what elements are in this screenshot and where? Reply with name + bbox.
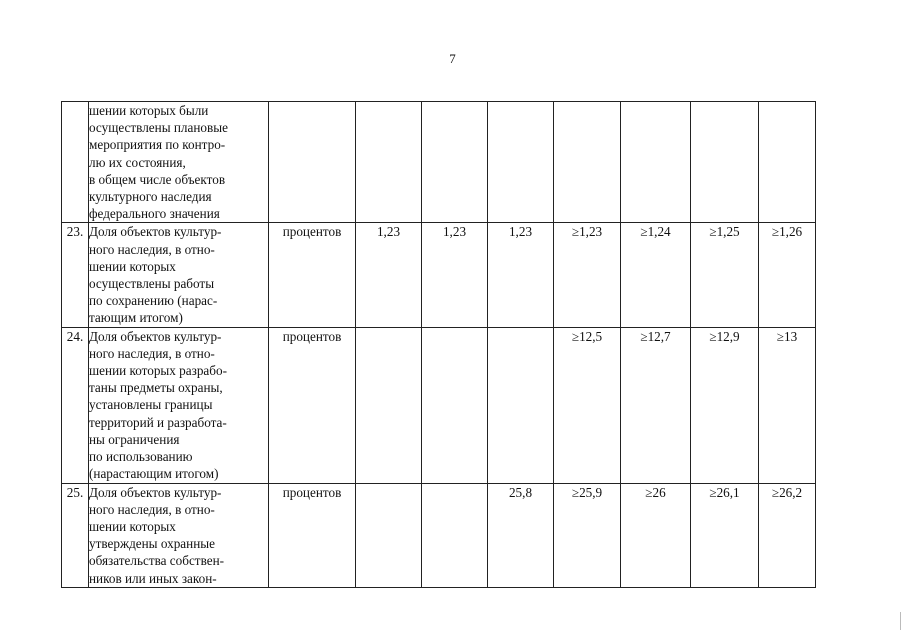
description-line: осуществлены работы [89,276,215,292]
indicator-value: ≥26 [621,483,691,587]
row-number: 23. [62,223,89,327]
row-number [62,102,89,223]
indicator-value [422,102,488,223]
description-line: шении которых [89,519,176,535]
indicator-value [422,327,488,483]
description-line: осуществлены плановые [89,120,228,136]
indicator-value: ≥25,9 [554,483,621,587]
description-line: по использованию [89,449,193,465]
indicator-value [356,327,422,483]
indicator-value: 1,23 [422,223,488,327]
indicator-value [621,102,691,223]
table-row [62,102,816,223]
indicator-value [422,483,488,587]
unit-of-measure [269,102,356,223]
description-line: шении которых [89,258,176,274]
indicator-value: 25,8 [488,483,554,587]
indicator-value: ≥26,2 [759,483,816,587]
description-line: лю их состояния, [89,154,186,170]
unit-of-measure: процентов [269,483,356,587]
description-line: (нарастающим итогом) [89,466,219,482]
description-line: Доля объектов культур- [89,328,222,344]
description-line: ников или иных закон- [89,570,217,586]
indicator-value: ≥12,7 [621,327,691,483]
description-line: территорий и разработа- [89,414,227,430]
indicator-value [488,327,554,483]
description-line: мероприятия по контро- [89,137,226,153]
indicator-description [89,223,269,327]
indicator-value [488,102,554,223]
indicator-description [89,327,269,483]
description-line: в общем числе объектов [89,171,226,187]
description-line: федерального значения [89,206,220,222]
description-line: шении которых были [89,103,209,118]
indicator-value: 1,23 [356,223,422,327]
description-line: Доля объектов культур- [89,484,222,500]
row-number: 25. [62,483,89,587]
indicator-value [356,483,422,587]
indicator-description [89,483,269,587]
indicator-value: ≥13 [759,327,816,483]
description-line: тающим итогом) [89,310,183,326]
description-line: шении которых разрабо- [89,363,227,379]
description-line: таны предметы охраны, [89,380,223,396]
page-number: 7 [449,51,456,66]
indicator-description [89,102,269,223]
description-line: ного наследия, в отно- [89,345,215,361]
indicator-value [356,102,422,223]
indicator-value: ≥1,23 [554,223,621,327]
indicator-value [554,102,621,223]
unit-of-measure: процентов [269,327,356,483]
description-line: Доля объектов культур- [89,224,222,240]
description-line: по сохранению (нарас- [89,293,218,309]
description-line: культурного наследия [89,189,212,205]
row-number: 24. [62,327,89,483]
scan-edge-mark [900,612,901,630]
indicator-value: ≥26,1 [691,483,759,587]
indicator-value: ≥1,24 [621,223,691,327]
indicator-value [759,102,816,223]
indicator-value: ≥1,25 [691,223,759,327]
description-line: установлены границы [89,397,213,413]
description-line: ны ограничения [89,431,180,447]
table-row [62,223,816,327]
description-line: утверждены охранные [89,536,215,552]
indicators-table [61,101,816,588]
description-line: ного наследия, в отно- [89,241,215,257]
indicator-value: ≥12,9 [691,327,759,483]
table-row [62,327,816,483]
table-row [62,483,816,587]
indicator-value: ≥12,5 [554,327,621,483]
unit-of-measure: процентов [269,223,356,327]
indicator-value: ≥1,26 [759,223,816,327]
description-line: ного наследия, в отно- [89,501,215,517]
indicator-value [691,102,759,223]
indicator-value: 1,23 [488,223,554,327]
description-line: обязательства собствен- [89,553,225,569]
table-body [62,102,816,588]
